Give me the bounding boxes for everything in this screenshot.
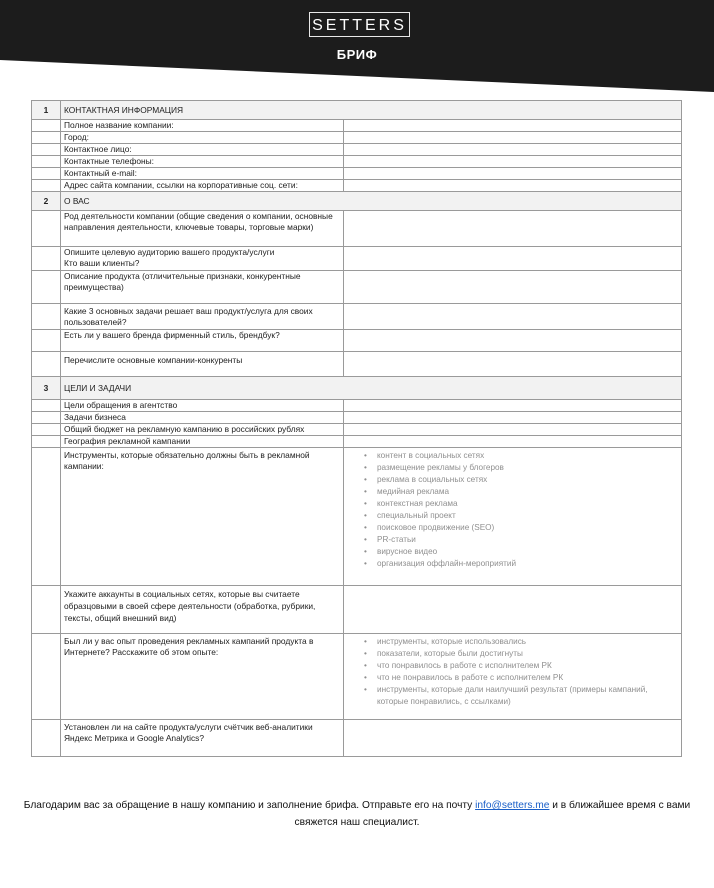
field-label: Город: bbox=[61, 132, 344, 144]
table-row bbox=[32, 144, 682, 156]
field-label: Контактные телефоны: bbox=[61, 156, 344, 168]
table-row bbox=[32, 400, 682, 412]
answer-cell[interactable] bbox=[344, 120, 682, 132]
field-label: Описание продукта (отличительные признаки, конкурентные преимущества) bbox=[61, 271, 344, 304]
field-label: Перечислите основные компании-конкуренты bbox=[61, 352, 344, 377]
list-item: • что не понравилось в работе с исполнителем РК bbox=[377, 672, 678, 684]
answer-cell[interactable] bbox=[344, 144, 682, 156]
experience-question: Был ли у вас опыт проведения рекламных кампаний продукта в Интернете? Расскажите об этом опыте: bbox=[61, 634, 344, 720]
answer-cell[interactable] bbox=[344, 168, 682, 180]
field-label: Опишите целевую аудиторию вашего продукта/услуги Кто ваши клиенты? bbox=[61, 247, 344, 271]
field-label: Укажите аккаунты в социальных сетях, которые вы считаете образцовыми в своей сфере деятельности (обработка, рубрики, тексты, общий внешний вид) bbox=[61, 586, 344, 634]
list-item: • PR-статьи bbox=[377, 534, 678, 546]
table-row bbox=[32, 271, 682, 304]
footer-text-end: и в ближайшее время с вами свяжется наш специалист. bbox=[294, 800, 691, 828]
field-label: Цели обращения в агентство bbox=[61, 400, 344, 412]
table-row bbox=[32, 180, 682, 192]
section-number: 3 bbox=[32, 377, 61, 400]
list-item: • что понравилось в работе с исполнителем РК bbox=[377, 660, 678, 672]
answer-cell[interactable] bbox=[344, 247, 682, 271]
answer-cell[interactable] bbox=[344, 720, 682, 757]
page-header bbox=[0, 0, 714, 100]
answer-cell[interactable] bbox=[344, 586, 682, 634]
answer-cell[interactable] bbox=[344, 436, 682, 448]
table-row bbox=[32, 586, 682, 634]
field-label: Установлен ли на сайте продукта/услуги счётчик веб-аналитики Яндекс Метрика и Google Analytics? bbox=[61, 720, 344, 757]
table-row bbox=[32, 120, 682, 132]
table-row bbox=[32, 352, 682, 377]
list-item: • показатели, которые были достигнуты bbox=[377, 648, 678, 660]
tools-options-list bbox=[347, 450, 678, 570]
table-row bbox=[32, 330, 682, 352]
field-label: Есть ли у вашего бренда фирменный стиль, брендбук? bbox=[61, 330, 344, 352]
table-row bbox=[32, 168, 682, 180]
section-title: О ВАС bbox=[61, 192, 682, 211]
answer-cell[interactable] bbox=[344, 330, 682, 352]
section-header-about bbox=[32, 192, 682, 211]
experience-hints-cell[interactable] bbox=[344, 634, 682, 720]
list-item: • инструменты, которые использовались bbox=[377, 636, 678, 648]
list-item: • специальный проект bbox=[377, 510, 678, 522]
table-row bbox=[32, 132, 682, 144]
answer-cell[interactable] bbox=[344, 180, 682, 192]
table-row bbox=[32, 412, 682, 424]
field-label: Полное название компании: bbox=[61, 120, 344, 132]
section-title: КОНТАКТНАЯ ИНФОРМАЦИЯ bbox=[61, 101, 682, 120]
list-item: • реклама в социальных сетях bbox=[377, 474, 678, 486]
list-item: • контент в социальных сетях bbox=[377, 450, 678, 462]
list-item: • медийная реклама bbox=[377, 486, 678, 498]
setters-logo: SETTERS bbox=[309, 12, 410, 37]
experience-hints-list bbox=[347, 636, 678, 708]
footer-note bbox=[20, 797, 694, 831]
table-row bbox=[32, 211, 682, 247]
field-label: Контактное лицо: bbox=[61, 144, 344, 156]
list-item: • вирусное видео bbox=[377, 546, 678, 558]
table-row bbox=[32, 424, 682, 436]
section-number: 2 bbox=[32, 192, 61, 211]
field-label: Адрес сайта компании, ссылки на корпоративные соц. сети: bbox=[61, 180, 344, 192]
table-row bbox=[32, 247, 682, 271]
section-title: ЦЕЛИ И ЗАДАЧИ bbox=[61, 377, 682, 400]
page-title: БРИФ bbox=[336, 47, 378, 62]
section-header-contact bbox=[32, 101, 682, 120]
brief-table bbox=[31, 100, 682, 757]
table-row bbox=[32, 436, 682, 448]
list-item: • контекстная реклама bbox=[377, 498, 678, 510]
field-label: Род деятельности компании (общие сведения о компании, основные направления деятельности, ключевые товары, торговые марки) bbox=[61, 211, 344, 247]
list-item: • размещение рекламы у блогеров bbox=[377, 462, 678, 474]
list-item: • поисковое продвижение (SEO) bbox=[377, 522, 678, 534]
answer-cell[interactable] bbox=[344, 424, 682, 436]
table-row bbox=[32, 156, 682, 168]
answer-cell[interactable] bbox=[344, 156, 682, 168]
field-label: Какие 3 основных задачи решает ваш продукт/услуга для своих пользователей? bbox=[61, 304, 344, 330]
answer-cell[interactable] bbox=[344, 132, 682, 144]
field-label: Общий бюджет на рекламную кампанию в российских рублях bbox=[61, 424, 344, 436]
list-item: • организация оффлайн-мероприятий bbox=[377, 558, 678, 570]
table-row bbox=[32, 634, 682, 720]
answer-cell[interactable] bbox=[344, 412, 682, 424]
section-number: 1 bbox=[32, 101, 61, 120]
email-link[interactable]: info@setters.me bbox=[475, 800, 550, 811]
field-label: Контактный e-mail: bbox=[61, 168, 344, 180]
table-row bbox=[32, 448, 682, 586]
field-label: Задачи бизнеса bbox=[61, 412, 344, 424]
answer-cell[interactable] bbox=[344, 211, 682, 247]
tools-options-cell[interactable] bbox=[344, 448, 682, 586]
table-row bbox=[32, 304, 682, 330]
table-row bbox=[32, 720, 682, 757]
section-header-goals bbox=[32, 377, 682, 400]
answer-cell[interactable] bbox=[344, 304, 682, 330]
answer-cell[interactable] bbox=[344, 352, 682, 377]
answer-cell[interactable] bbox=[344, 400, 682, 412]
field-label: География рекламной кампании bbox=[61, 436, 344, 448]
answer-cell[interactable] bbox=[344, 271, 682, 304]
tools-question: Инструменты, которые обязательно должны быть в рекламной кампании: bbox=[61, 448, 344, 586]
footer-text: Благодарим вас за обращение в нашу компанию и заполнение брифа. Отправьте его на почту bbox=[23, 800, 476, 811]
list-item: • инструменты, которые дали наилучший результат (примеры кампаний, которые понравились, с ссылками) bbox=[377, 684, 678, 708]
